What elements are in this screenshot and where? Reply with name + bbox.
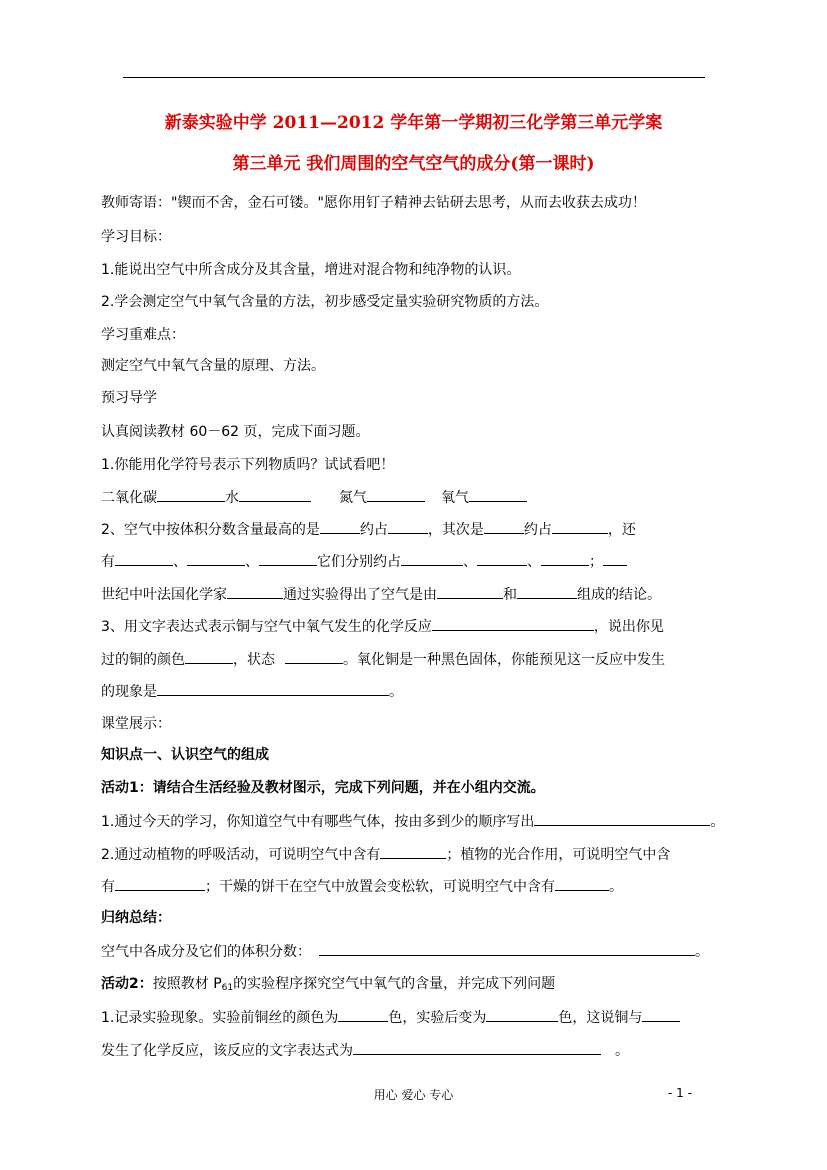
- text: 按照教材 P: [152, 976, 222, 992]
- item-label: 氧气: [441, 490, 469, 506]
- question-1-items: [101, 487, 527, 508]
- answer-blank[interactable]: [115, 876, 205, 891]
- page-title: 新泰实验中学 2011—2012 学年第一学期初三化学第三单元学案: [164, 113, 663, 133]
- question-2-line-2: [101, 551, 627, 572]
- question-1: 1.你能用化学符号表示下列物质吗？试试看吧！: [101, 457, 395, 473]
- question-3-line-3: [101, 681, 403, 702]
- summary-line: [101, 941, 709, 962]
- text: ；植物的光合作用，可说明空气中含: [446, 847, 671, 863]
- keypoints-heading: 学习重难点：: [101, 327, 185, 343]
- text: 过的铜的颜色: [101, 652, 185, 668]
- text: 发生了化学反应，该反应的文字表达式为: [101, 1043, 353, 1059]
- text: 。: [615, 1043, 629, 1059]
- answer-blank[interactable]: [534, 811, 710, 826]
- summary-heading: 归纳总结：: [101, 910, 171, 926]
- text: 2、空气中按体积分数含量最高的是: [101, 522, 320, 538]
- answer-blank[interactable]: [603, 551, 627, 566]
- text: 的现象是: [101, 684, 157, 700]
- page-subscript: 61: [221, 983, 234, 993]
- answer-blank[interactable]: [157, 681, 389, 696]
- goal-2: 2.学会测定空气中氧气含量的方法，初步感受定量实验研究物质的方法。: [101, 294, 549, 310]
- answer-blank[interactable]: [642, 1007, 680, 1022]
- text: ，其次是: [427, 522, 484, 538]
- answer-blank[interactable]: [484, 519, 524, 534]
- text: 约占: [359, 522, 388, 538]
- text: 空气中各成分及它们的体积分数：: [101, 944, 311, 960]
- preview-instruction: 认真阅读教材 60－62 页，完成下面习题。: [101, 424, 370, 440]
- answer-blank[interactable]: [555, 876, 609, 891]
- answer-blank[interactable]: [227, 584, 283, 599]
- text: 和: [503, 587, 517, 603]
- activity-1-question-1: [101, 811, 724, 832]
- answer-blank[interactable]: [319, 941, 695, 956]
- answer-blank[interactable]: [285, 649, 343, 664]
- answer-blank[interactable]: [380, 844, 446, 859]
- text: 它们分别约占: [317, 554, 401, 570]
- text: ；干燥的饼干在空气中放置会变松软，可说明空气中含有: [205, 879, 555, 895]
- answer-blank[interactable]: [157, 487, 225, 502]
- text: 约占: [523, 522, 552, 538]
- answer-blank[interactable]: [115, 551, 173, 566]
- text: 2.通过动植物的呼吸活动，可说明空气中含有: [101, 847, 381, 863]
- question-2-line-1: [101, 519, 636, 540]
- text: 世纪中叶法国化学家: [101, 587, 227, 603]
- page-number: - 1 -: [668, 1086, 692, 1100]
- text: 。: [695, 944, 709, 960]
- footer-slogan: 用心 爱心 专心: [373, 1088, 454, 1102]
- knowledge-point-1: 知识点一、认识空气的组成: [101, 747, 269, 763]
- text: ，还: [607, 522, 636, 538]
- text: 色，这说铜与: [558, 1010, 643, 1026]
- answer-blank[interactable]: [401, 551, 463, 566]
- header-rule: [123, 77, 705, 78]
- question-2-line-3: [101, 584, 661, 605]
- answer-blank[interactable]: [477, 551, 527, 566]
- text: 、: [463, 554, 477, 570]
- text: 1.通过今天的学习，你知道空气中有哪些气体，按由多到少的顺序写出: [101, 814, 535, 830]
- item-label: 二氧化碳: [101, 490, 157, 506]
- goal-1: 1.能说出空气中所含成分及其含量，增进对混合物和纯净物的认识。: [101, 262, 521, 278]
- answer-blank[interactable]: [469, 487, 527, 502]
- text: 组成的结论。: [577, 587, 661, 603]
- answer-blank[interactable]: [367, 487, 425, 502]
- item-label: 水: [225, 490, 239, 506]
- question-3-line-1: [101, 616, 664, 637]
- answer-blank[interactable]: [486, 1007, 558, 1022]
- answer-blank[interactable]: [437, 584, 503, 599]
- answer-blank[interactable]: [552, 519, 608, 534]
- text: ，说出你见: [593, 619, 664, 635]
- text: 色，实验后变为: [388, 1010, 487, 1026]
- text: 。: [710, 814, 725, 830]
- activity-2-question-1-line-1: [101, 1007, 680, 1028]
- answer-blank[interactable]: [185, 649, 233, 664]
- text: ，状态: [233, 652, 275, 668]
- answer-blank[interactable]: [320, 519, 360, 534]
- teacher-motto: 教师寄语："锲而不舍，金石可镂。"愿你用钉子精神去钻研去思考，从而去收获去成功！: [101, 195, 646, 211]
- text: 。: [609, 879, 623, 895]
- activity-2-question-1-line-2: [101, 1040, 629, 1061]
- preview-heading: 预习导学: [101, 390, 157, 406]
- text: 。氧化铜是一种黑色固体，你能预见这一反应中发生: [343, 652, 665, 668]
- answer-blank[interactable]: [239, 487, 311, 502]
- text: 通过实验得出了空气是由: [283, 587, 437, 603]
- page-subtitle: 第三单元 我们周围的空气空气的成分(第一课时): [232, 154, 595, 174]
- goals-heading: 学习目标：: [101, 229, 171, 245]
- answer-blank[interactable]: [259, 551, 317, 566]
- answer-blank[interactable]: [388, 519, 428, 534]
- answer-blank[interactable]: [432, 616, 594, 631]
- answer-blank[interactable]: [187, 551, 245, 566]
- activity-label: 活动2：: [101, 976, 153, 992]
- answer-blank[interactable]: [353, 1040, 601, 1055]
- text: 有: [101, 879, 115, 895]
- text: 。: [389, 684, 403, 700]
- answer-blank[interactable]: [517, 584, 577, 599]
- activity-2-heading: [101, 974, 555, 998]
- item-label: 氮气: [339, 490, 367, 506]
- answer-blank[interactable]: [541, 551, 589, 566]
- text: 3、用文字表达式表示铜与空气中氧气发生的化学反应: [101, 619, 432, 635]
- activity-1-question-2-line-1: [101, 844, 670, 865]
- text: 、: [173, 554, 187, 570]
- text: 有: [101, 554, 115, 570]
- text: 、: [245, 554, 259, 570]
- activity-1-heading: 活动1：请结合生活经验及教材图示，完成下列问题，并在小组内交流。: [101, 780, 545, 796]
- text: 的实验程序探究空气中氧气的含量，并完成下列问题: [233, 976, 556, 992]
- text: 1.记录实验现象。实验前铜丝的颜色为: [101, 1010, 339, 1026]
- text: ；: [589, 554, 603, 570]
- text: 、: [527, 554, 541, 570]
- class-heading: 课堂展示：: [101, 716, 171, 732]
- keypoints-text: 测定空气中氧气含量的原理、方法。: [101, 358, 325, 374]
- question-3-line-2: [101, 649, 665, 670]
- activity-1-question-2-line-2: [101, 876, 623, 897]
- answer-blank[interactable]: [338, 1007, 388, 1022]
